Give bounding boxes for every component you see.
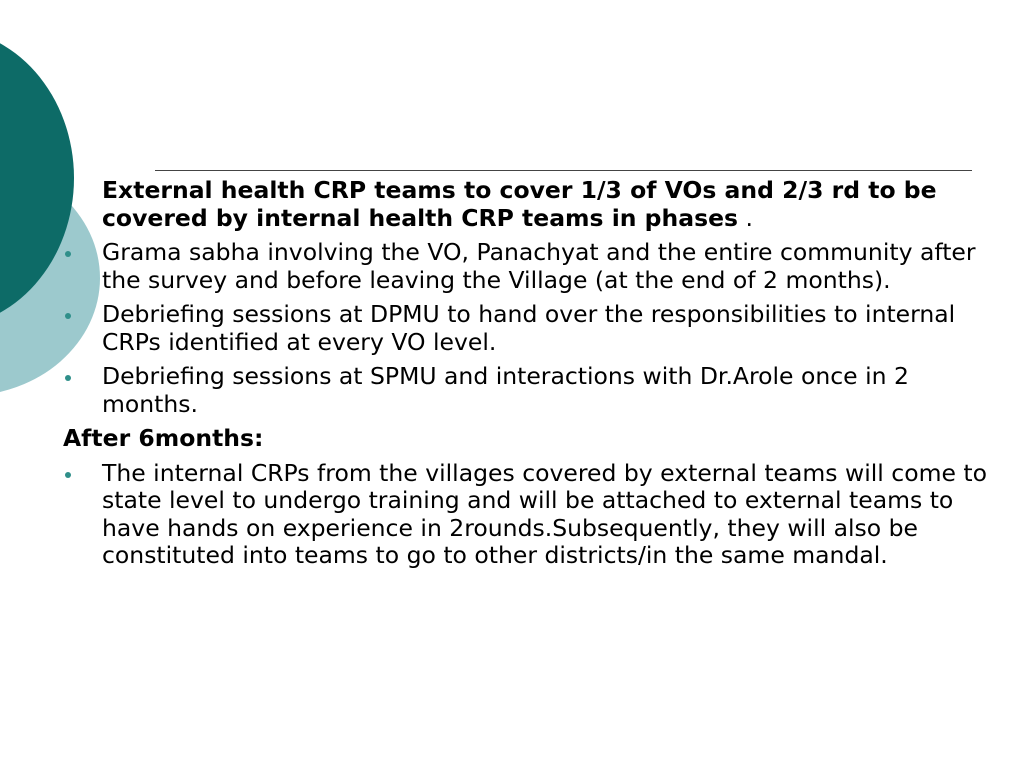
bullet-dot-icon [65,375,71,381]
bullet-item-internal-crps-training [63,460,998,570]
heading-text: After 6months: [63,424,264,452]
bullet-dot-icon [65,251,71,257]
bullet-text: External health CRP teams to cover 1/3 of VOs and 2/3 rd to be covered by internal health CRP teams in phases [102,176,937,232]
bullet-item-dpmu-debriefing [63,301,998,356]
bullet-text: Grama sabha involving the VO, Panachyat and the entire community after the survey and before leaving the Village (at the end of 2 months). [102,238,976,294]
bullet-text: Debriefing sessions at SPMU and interactions with Dr.Arole once in 2 months. [102,362,909,418]
bullet-text: Debriefing sessions at DPMU to hand over the responsibilities to internal CRPs identified at every VO level. [102,300,956,356]
bullet-item-grama-sabha [63,239,998,294]
slide-body [63,177,998,577]
bullet-suffix: . [738,203,753,232]
bullet-dot-icon [65,313,71,319]
bullet-text: The internal CRPs from the villages covered by external teams will come to state level to undergo training and will be attached to external teams to have hands on experience in 2rounds.Subsequently, they will also be constituted into teams to go to other districts/in the same mandal. [102,458,987,569]
bullet-dot-icon [65,472,71,478]
bullet-item-spmu-debriefing [63,363,998,418]
section-heading-after-6-months [63,425,998,453]
bullet-item-external-teams [63,177,998,232]
title-divider-line [155,170,972,171]
